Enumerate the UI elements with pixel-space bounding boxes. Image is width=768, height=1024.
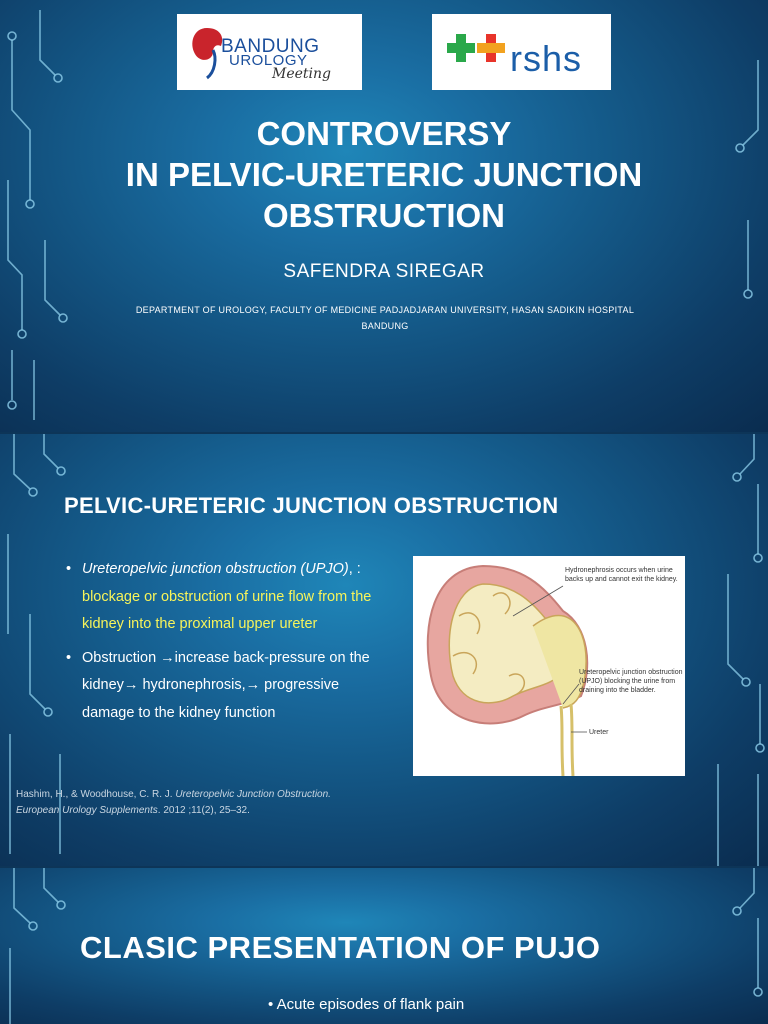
bandung-urology-meeting-logo	[177, 14, 362, 90]
logo-text-line1: BANDUNG	[221, 36, 320, 57]
bullet-dot-icon: •	[66, 649, 72, 666]
definition-bullets	[66, 556, 376, 733]
logo-text-line2: UROLOGY	[229, 52, 308, 69]
rshs-logo	[432, 14, 611, 90]
affiliation-line1: DEPARTMENT OF UROLOGY, FACULTY OF MEDICINE PADJADJARAN UNIVERSITY, HASAN SADIKIN HOSPITAL	[135, 305, 635, 315]
definition-slide	[0, 434, 768, 866]
flank-pain-text: Acute episodes of flank pain	[276, 996, 465, 1013]
citation-title: Ureteropelvic Junction Obstruction. European Urology Supplements	[16, 789, 331, 816]
circuit-decoration-right	[688, 434, 768, 866]
presentation-title-line1: CONTROVERSY	[256, 115, 512, 152]
figure-label-upjo: Ureteropelvic junction obstruction (UPJO) blocking the urine from draining into the bladder.	[579, 669, 683, 694]
circuit-decoration-right	[688, 868, 768, 1024]
title-slide	[0, 0, 768, 432]
circuit-decoration-left	[0, 868, 80, 1024]
list-item	[268, 996, 464, 1013]
citation-rest: . 2012 ;11(2), 25–32.	[157, 805, 250, 816]
list-item	[66, 556, 376, 639]
figure-label-ureter: Ureter	[589, 729, 609, 736]
affiliation	[130, 302, 640, 334]
presentation-title-line3: OBSTRUCTION	[263, 197, 505, 234]
citation	[16, 787, 376, 819]
citation-authors: Hashim, H., & Woodhouse, C. R. J.	[16, 789, 176, 800]
clinical-presentation-slide	[0, 868, 768, 1024]
bullet-dot-icon: •	[268, 996, 274, 1013]
bullet1-separator: , :	[348, 561, 361, 577]
bullet-dot-icon: •	[66, 561, 72, 577]
author-name: SAFENDRA SIREGAR	[283, 261, 485, 282]
slide-title: PELVIC-URETERIC JUNCTION OBSTRUCTION	[64, 493, 559, 518]
list-item	[66, 645, 376, 728]
slide-title: CLASIC PRESENTATION OF PUJO	[80, 930, 601, 965]
logo-rshs-text: rshs	[510, 38, 583, 79]
upjo-term: Ureteropelvic junction obstruction (UPJO)	[82, 561, 349, 577]
upjo-definition: blockage or obstruction of urine flow from the kidney into the proximal upper ureter	[82, 588, 372, 632]
logo-text-line3: Meeting	[272, 66, 331, 82]
presentation-title-line2: IN PELVIC-URETERIC JUNCTION	[125, 156, 643, 193]
affiliation-line2: BANDUNG	[361, 321, 409, 331]
figure-label-hydronephrosis: Hydronephrosis occurs when urine backs up and cannot exit the kidney.	[565, 567, 678, 583]
obstruction-consequence: Obstruction →increase back-pressure on the kidney→ hydronephrosis,→ progressive damage to the kidney function	[82, 649, 370, 721]
hydronephrosis-kidney-image	[413, 556, 685, 776]
kidney-illustration	[413, 556, 685, 776]
